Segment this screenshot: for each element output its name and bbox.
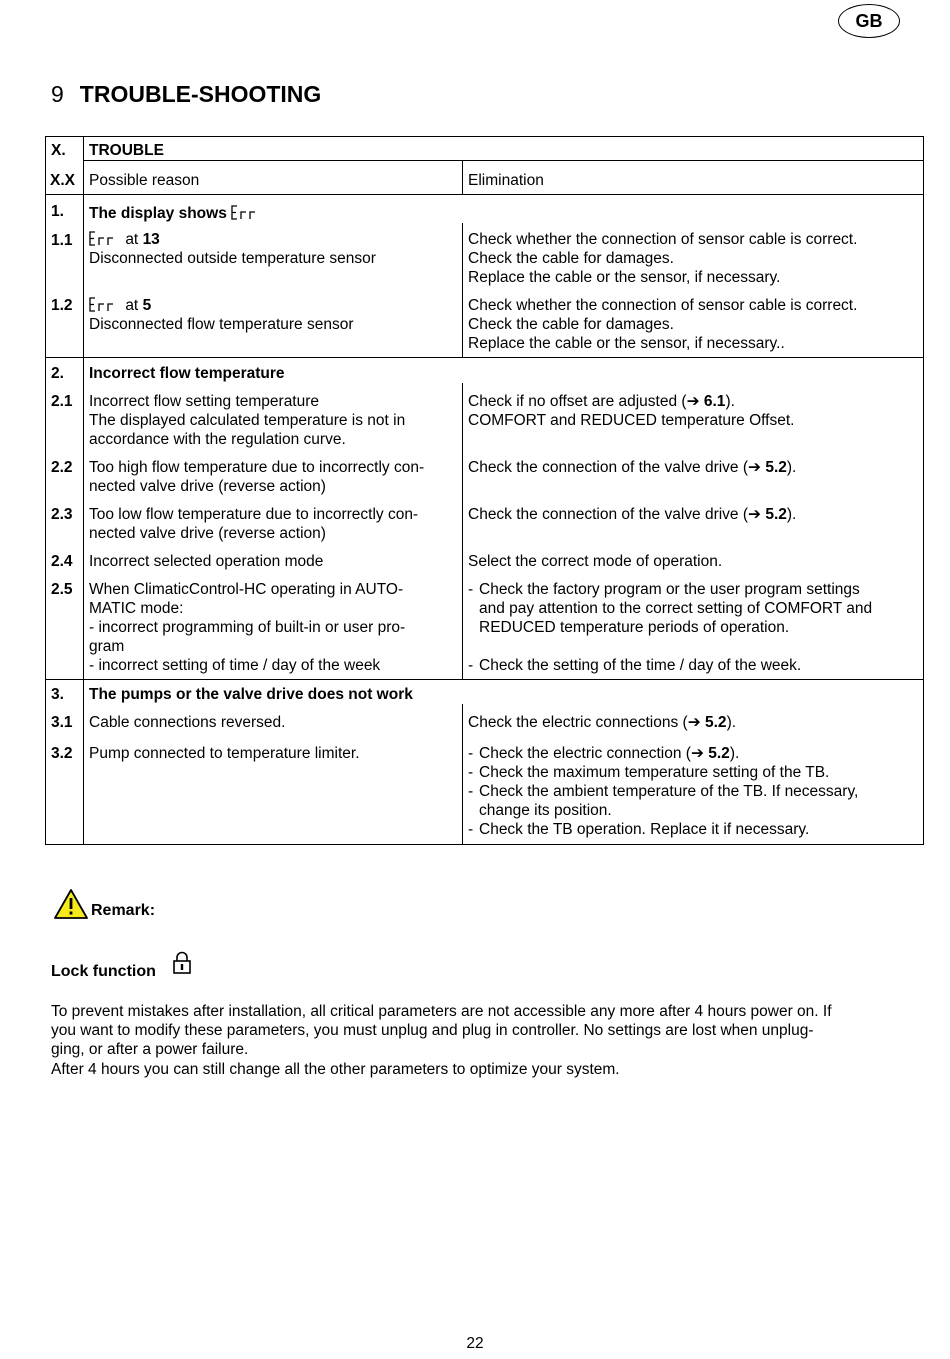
section-row-3 bbox=[46, 680, 924, 705]
arrow-right-icon: ➔ bbox=[690, 745, 704, 762]
row-elimination: Check if no offset are adjusted (➔ 6.1). COMFORT and REDUCED temperature Offset. bbox=[463, 383, 924, 449]
list-item: - Check the TB operation. Replace it if necessary. bbox=[468, 820, 918, 839]
table-row-2-5 bbox=[46, 571, 924, 680]
row-reason: at 13 Disconnected outside temperature sensor bbox=[84, 223, 463, 287]
column-header-elimination: Elimination bbox=[463, 161, 924, 195]
row-num: 1.2 bbox=[51, 297, 73, 314]
row-num: 3.1 bbox=[51, 714, 73, 731]
section-title: The pumps or the valve drive does not work bbox=[84, 680, 924, 705]
row-elimination: Check the connection of the valve drive (➔ 5.2). bbox=[463, 496, 924, 543]
err-display-icon bbox=[231, 205, 263, 220]
list-item: - Check the maximum temperature setting of the TB. bbox=[468, 763, 918, 782]
row-reason: Incorrect flow setting temperature The displayed calculated temperature is not in accordance with the regulation curve. bbox=[84, 383, 463, 449]
row-num: 1.1 bbox=[51, 232, 73, 249]
row-num: 2.2 bbox=[51, 459, 73, 476]
row-num: 2.5 bbox=[51, 581, 73, 598]
lock-function-title: Lock function bbox=[51, 963, 156, 980]
row-elimination: Check whether the connection of sensor cable is correct. Check the cable for damages. Replace the cable or the sensor, if necessary.. bbox=[463, 287, 924, 358]
section-title: Incorrect flow temperature bbox=[84, 358, 924, 384]
err-display-icon bbox=[89, 297, 121, 312]
section-row-2 bbox=[46, 358, 924, 384]
section-num: 3. bbox=[46, 680, 84, 705]
warning-triangle-icon bbox=[53, 888, 89, 920]
table-row-2-2 bbox=[46, 449, 924, 496]
row-elimination: Check the electric connections (➔ 5.2). bbox=[463, 704, 924, 732]
list-item: - Check the setting of the time / day of the week. bbox=[468, 656, 918, 675]
row-elimination: Check whether the connection of sensor cable is correct. Check the cable for damages. Replace the cable or the sensor, if necessary. bbox=[463, 223, 924, 287]
lock-icon bbox=[172, 951, 192, 975]
list-item: - Check the ambient temperature of the TB. If necessary, change its position. bbox=[468, 782, 918, 820]
section-number: 9 bbox=[51, 81, 64, 107]
elimination-list bbox=[468, 744, 918, 839]
header-num: X. bbox=[51, 142, 66, 159]
row-num: 2.3 bbox=[51, 506, 73, 523]
table-row-1-1 bbox=[46, 223, 924, 287]
subheader-num: X.X bbox=[50, 171, 75, 189]
section-title-text: The display shows bbox=[89, 205, 227, 222]
section-heading bbox=[51, 81, 321, 108]
row-reason: Incorrect selected operation mode bbox=[84, 543, 463, 571]
row-elimination: Select the correct mode of operation. bbox=[463, 543, 924, 571]
lock-function-paragraph: To prevent mistakes after installation, all critical parameters are not accessible any more after 4 hours power on. If you want to modify these parameters, you must unplug and plug in controller. No settings are lost when unplug- ging, or after a power failure. After 4 hours you can still change all the other parameters to optimize your system. bbox=[51, 1003, 832, 1078]
remark-label: Remark: bbox=[91, 902, 156, 919]
section-title bbox=[84, 195, 924, 224]
arrow-right-icon: ➔ bbox=[748, 459, 762, 476]
list-item: - Check the electric connection (➔ 5.2). bbox=[468, 744, 918, 763]
row-reason: Too low flow temperature due to incorrectly con- nected valve drive (reverse action) bbox=[84, 496, 463, 543]
table-row-2-4 bbox=[46, 543, 924, 571]
arrow-right-icon: ➔ bbox=[748, 506, 762, 523]
arrow-right-icon: ➔ bbox=[687, 714, 701, 731]
row-reason: Cable connections reversed. bbox=[84, 704, 463, 732]
troubleshooting-table bbox=[45, 136, 924, 845]
row-num: 2.1 bbox=[51, 393, 73, 410]
column-header-reason: Possible reason bbox=[84, 161, 463, 195]
language-badge: GB bbox=[838, 4, 900, 38]
row-reason: Too high flow temperature due to incorrectly con- nected valve drive (reverse action) bbox=[84, 449, 463, 496]
table-row-2-3 bbox=[46, 496, 924, 543]
section-num: 1. bbox=[46, 195, 84, 224]
row-num: 2.4 bbox=[51, 553, 73, 570]
table-row-2-1 bbox=[46, 383, 924, 449]
row-num: 3.2 bbox=[51, 745, 73, 762]
row-reason: at 5 Disconnected flow temperature sensor bbox=[84, 287, 463, 358]
row-elimination bbox=[463, 732, 924, 845]
row-reason: Pump connected to temperature limiter. bbox=[84, 732, 463, 845]
err-display-icon bbox=[89, 231, 121, 246]
table-header-row bbox=[46, 137, 924, 161]
row-reason: When ClimaticControl-HC operating in AUTO- MATIC mode: - incorrect programming of built-in or user pro- gram - incorrect setting of time / day of the week bbox=[84, 571, 463, 680]
section-title: TROUBLE-SHOOTING bbox=[79, 81, 322, 107]
elimination-list bbox=[468, 580, 918, 675]
section-row-1 bbox=[46, 195, 924, 224]
header-trouble: TROUBLE bbox=[84, 137, 924, 161]
table-row-1-2 bbox=[46, 287, 924, 358]
table-row-3-2 bbox=[46, 732, 924, 845]
table-subheader-row bbox=[46, 161, 924, 195]
table-row-3-1 bbox=[46, 704, 924, 732]
section-num: 2. bbox=[46, 358, 84, 384]
row-elimination bbox=[463, 571, 924, 680]
page-number: 22 bbox=[466, 1335, 484, 1352]
row-elimination: Check the connection of the valve drive (➔ 5.2). bbox=[463, 449, 924, 496]
remark bbox=[53, 888, 155, 920]
list-item: - Check the factory program or the user program settings and pay attention to the correct setting of COMFORT and REDUCED temperature periods of operation. bbox=[468, 580, 918, 637]
arrow-right-icon: ➔ bbox=[686, 393, 700, 410]
